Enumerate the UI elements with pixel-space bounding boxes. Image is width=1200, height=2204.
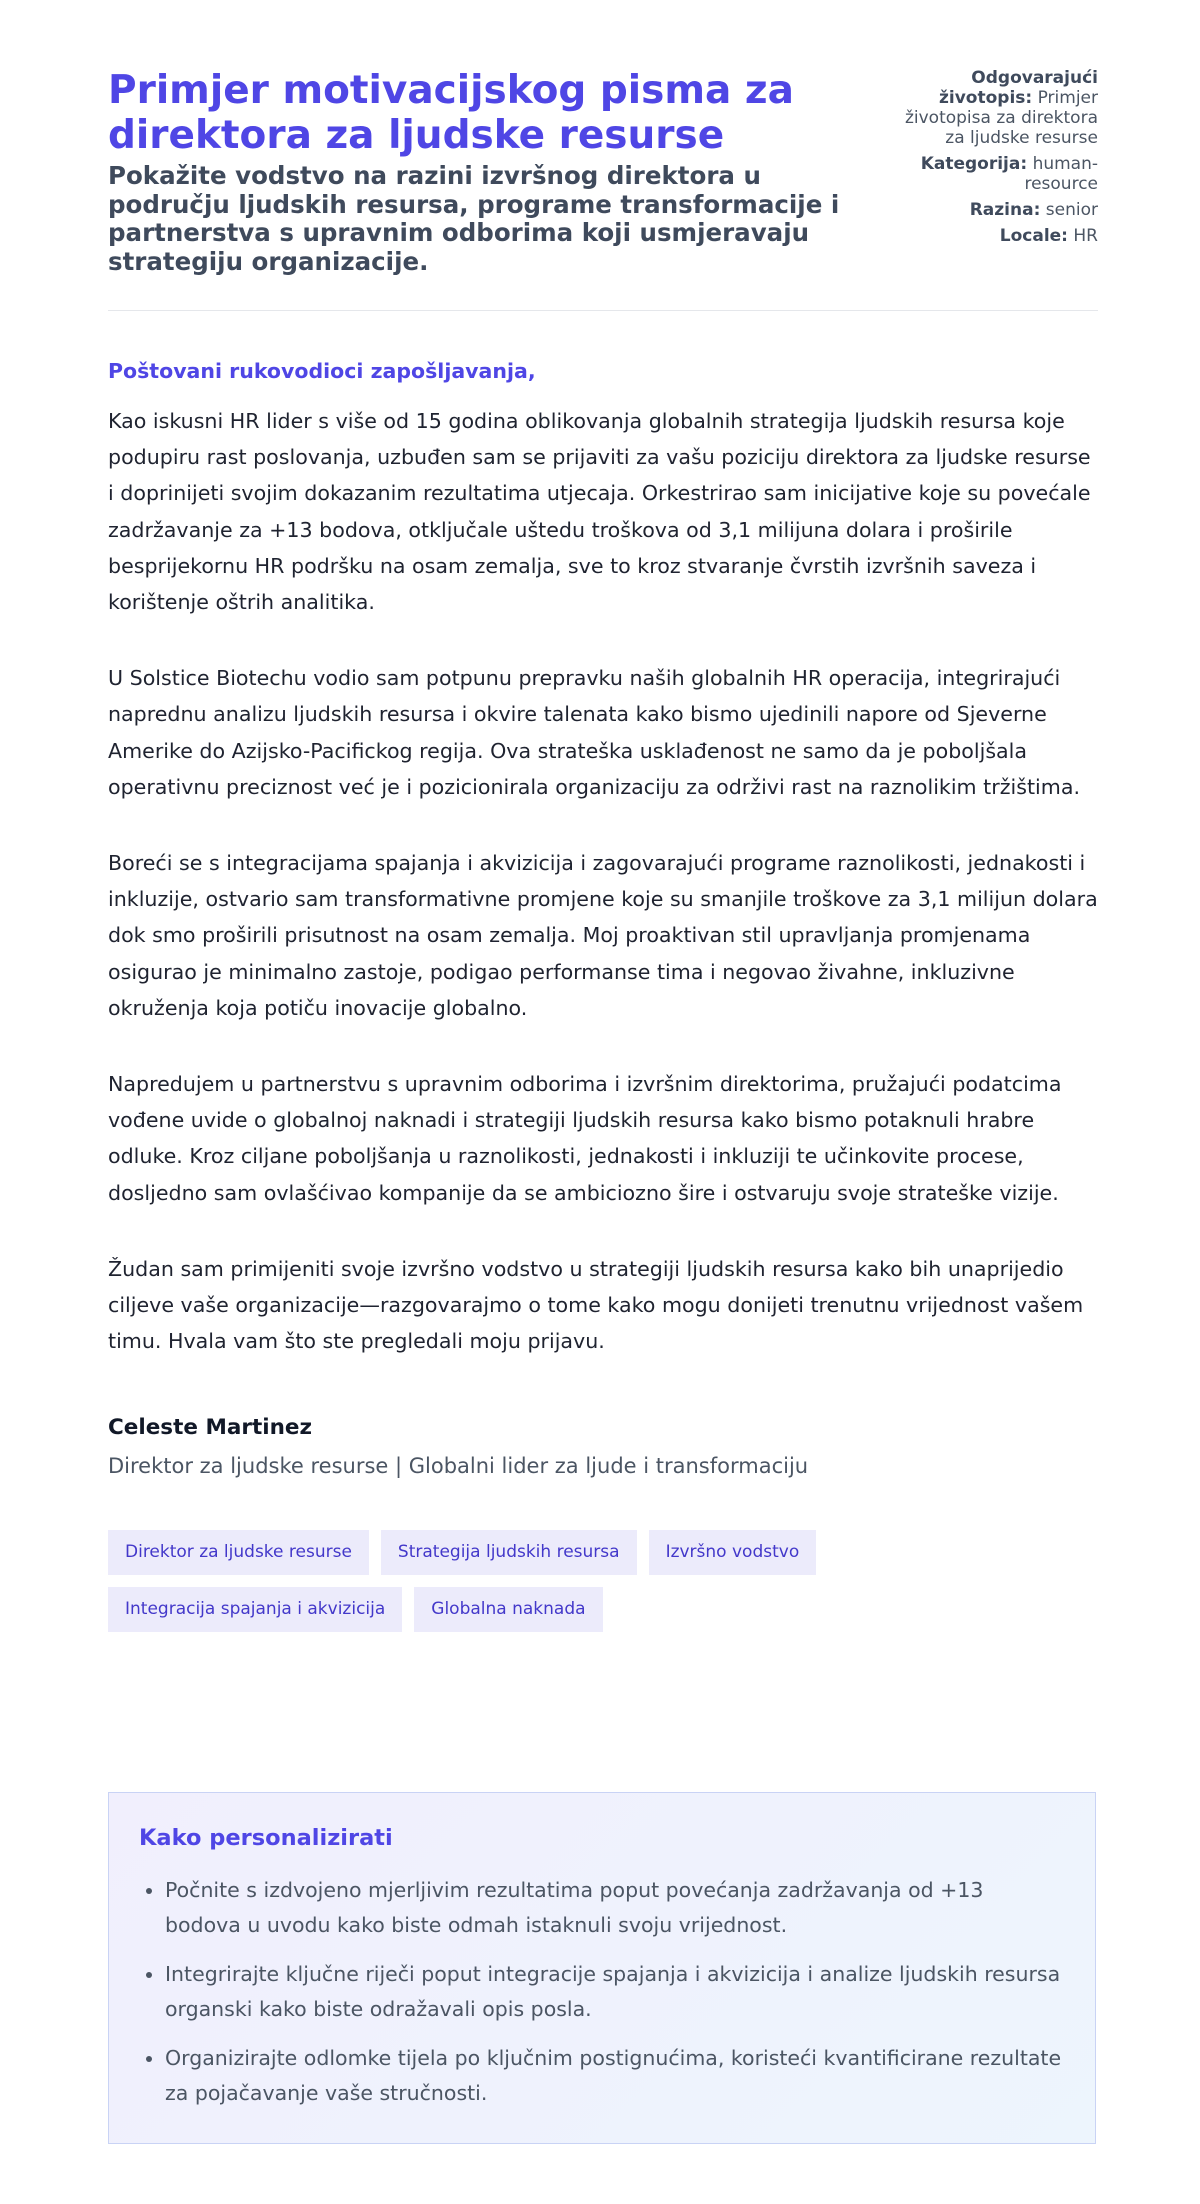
tip-item: • Organizirajte odlomke tijela po ključnim postignućima, koristeći kvantificirane rezultate za pojačavanje vaše stručnosti. (165, 2041, 1065, 2111)
keyword-tag: Integracija spajanja i akvizicija (108, 1587, 402, 1632)
meta-value: Primjer životopisa za direktora za ljudske resurse (904, 88, 1098, 148)
title-block (108, 68, 878, 276)
meta-level (893, 200, 1098, 220)
letter-paragraph: Boreći se s integracijama spajanja i akvizicija i zagovarajući programe raznolikosti, jednakosti i inkluzije, ostvario sam transformativne promjene koje su smanjile troškove za 3,1 milijun dolara dok smo proširili prisutnost na osam zemalja. Moj proaktivan stil upravljanja promjenama osigurao je minimalno zastoje, podigao performanse tima i negovao živahne, inkluzivne okruženja koja potiču inovacije globalno. (108, 851, 1098, 1020)
letter-paragraph: Kao iskusni HR lider s više od 15 godina oblikovanja globalnih strategija ljudskih resursa koje podupiru rast poslovanja, uzbuđen sam se prijaviti za vašu poziciju direktora za ljudske resurse i doprinijeti svojim dokazanim rezultatima utjecaja. Orkestrirao sam inicijative koje su povećale zadržavanje za +13 bodova, otključale uštedu troškova od 3,1 milijuna dolara i proširile besprijekornu HR podršku na osam zemalja, sve to kroz stvaranje čvrstih izvršnih saveza i korištenje oštrih analitika. (108, 409, 1091, 615)
meta-category (893, 154, 1098, 194)
personalization-tips (108, 1792, 1096, 2144)
meta-label: Kategorija: (920, 154, 1028, 174)
keyword-tag: Direktor za ljudske resurse (108, 1530, 369, 1575)
meta-panel (893, 68, 1098, 276)
page-header (108, 0, 1098, 311)
meta-label: Locale: (999, 226, 1068, 246)
letter-greeting: Poštovani rukovodioci zapošljavanja, (108, 359, 536, 383)
meta-value: human-resource (1024, 154, 1098, 194)
meta-value: senior (1045, 200, 1098, 220)
keyword-tags (108, 1530, 908, 1632)
letter-paragraph: U Solstice Biotechu vodio sam potpunu prepravku naših globalnih HR operacija, integrirajući naprednu analizu ljudskih resursa i okvire talenata kako bismo ujedinili napore od Sjeverne Amerike do Azijsko-Pacifickog regija. Ova strateška usklađenost ne samo da je poboljšala operativnu preciznost već je i pozicionirala organizaciju za održivi rast na raznolikim tržištima. (108, 666, 1080, 799)
meta-label: Odgovarajući životopis: (938, 68, 1098, 108)
signature-title: Direktor za ljudske resurse | Globalni lider za ljude i transformaciju (108, 1454, 809, 1479)
letter-paragraph: Napredujem u partnerstvu s upravnim odborima i izvršnim direktorima, pružajući podatcima vođene uvide o globalnoj naknadi i strategiji ljudskih resursa kako bismo potaknuli hrabre odluke. Kroz ciljane poboljšanja u raznolikosti, jednakosti i inkluziji te učinkovite procese, dosljedno sam ovlašćivao kompanije da se ambiciozno šire i ostvaruju svoje strateške vizije. (108, 1072, 1062, 1205)
tips-title: Kako personalizirati (139, 1825, 393, 1851)
meta-label: Razina: (969, 200, 1041, 220)
keyword-tag: Globalna naknada (414, 1587, 602, 1632)
keyword-tag: Strategija ljudskih resursa (381, 1530, 637, 1575)
letter-body (108, 403, 1098, 1359)
letter-paragraph: Žudan sam primijeniti svoje izvršno vodstvo u strategiji ljudskih resursa kako bih unaprijedio ciljeve vaše organizacije—razgovarajmo o tome kako mogu donijeti trenutnu vrijednost vašem timu. Hvala vam što ste pregledali moju prijavu. (108, 1256, 1084, 1354)
meta-matching-resume (893, 68, 1098, 148)
tip-item: • Počnite s izdvojeno mjerljivim rezultatima poput povećanja zadržavanja od +13 bodova u uvodu kako biste odmah istaknuli svoju vrijednost. (165, 1873, 1065, 1943)
signature-name: Celeste Martinez (108, 1415, 313, 1441)
cover-letter-page (108, 0, 1098, 2105)
meta-locale (893, 226, 1098, 246)
page-subtitle: Pokažite vodstvo na razini izvršnog direktora u području ljudskih resursa, programe transformacije i partnerstva s upravnim odborima koji usmjeravaju strategiju organizacije. (108, 161, 840, 276)
keyword-tag: Izvršno vodstvo (649, 1530, 817, 1575)
page-title: Primjer motivacijskog pisma za direktora za ljudske resurse (108, 68, 794, 158)
tips-list (139, 1873, 1065, 2111)
meta-value: HR (1073, 226, 1098, 246)
tip-item: • Integrirajte ključne riječi poput integracije spajanja i akvizicija i analize ljudskih resursa organski kako biste odražavali opis posla. (165, 1957, 1065, 2027)
